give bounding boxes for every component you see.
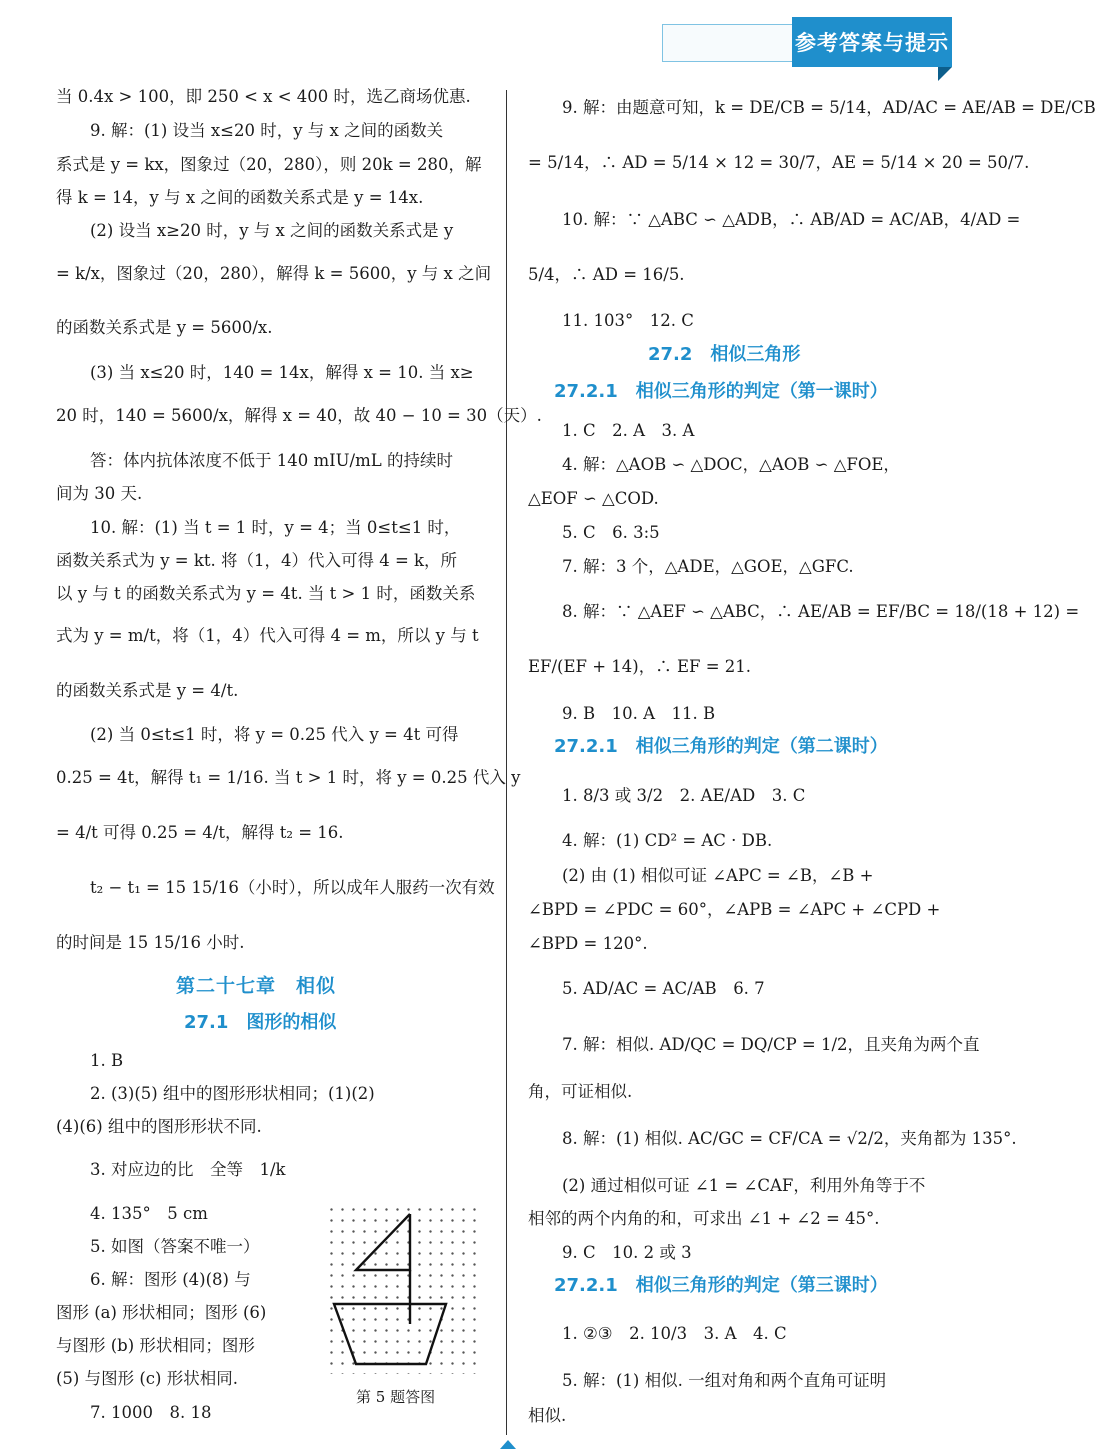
figure-caption: 第 5 题答图 [356,1388,436,1406]
answer-line: 7. 1000 8. 18 [90,1403,212,1422]
answer-line: = k/x，图象过（20，280），解得 k = 5600，y 与 x 之间 [56,264,492,283]
answer-line: 4. 解：(1) CD² = AC · DB. [562,831,773,850]
section-title: 27.1 图形的相似 [184,1012,337,1033]
chapter-title: 第二十七章 相似 [176,975,337,997]
answer-line: 图形 (a) 形状相同；图形 (6) [56,1303,267,1322]
subsection-title: 27.2.1 相似三角形的判定（第二课时） [554,736,888,757]
header-box [662,24,793,62]
page-marker [500,1440,516,1449]
answer-line: = 5/14，∴ AD = 5/14 × 12 = 30/7，AE = 5/14 × 20 = 50/7. [528,153,1030,172]
dot-grid-figure [326,1204,476,1374]
answer-line: 3. 对应边的比 全等 1/k [90,1160,286,1179]
answer-line: 4. 解：△AOB ∽ △DOC，△AOB ∽ △FOE， [562,455,900,474]
subsection-title: 27.2.1 相似三角形的判定（第一课时） [554,381,888,402]
answer-line: 5. 解：(1) 相似. 一组对角和两个直角可证明 [562,1371,887,1390]
answer-line: 9. B 10. A 11. B [562,704,716,723]
answer-line: 角，可证相似. [528,1082,633,1101]
answer-line: 得 k = 14，y 与 x 之间的函数关系式是 y = 14x. [56,188,424,207]
answer-line: = 4/t 可得 0.25 = 4/t，解得 t₂ = 16. [56,823,344,842]
answer-line: 8. 解：(1) 相似. AC/GC = CF/CA = √2/2，夹角都为 135°. [562,1129,1017,1148]
answer-line: 间为 30 天. [56,484,143,503]
answer-line: 相邻的两个内角的和，可求出 ∠1 + ∠2 = 45°. [528,1209,880,1228]
answer-line: 5/4，∴ AD = 16/5. [528,265,685,284]
answer-line: 1. ②③ 2. 10/3 3. A 4. C [562,1324,787,1343]
answer-line: 11. 103° 12. C [562,311,694,330]
figure-shapes [326,1204,476,1374]
answer-line: 6. 解：图形 (4)(8) 与 [90,1270,251,1289]
answer-line: 5. AD/AC = AC/AB 6. 7 [562,979,765,998]
answer-line: 7. 解：3 个，△ADE，△GOE，△GFC. [562,557,854,576]
answer-line: 的函数关系式是 y = 5600/x. [56,318,273,337]
answer-line: EF/(EF + 14)，∴ EF = 21. [528,657,752,676]
section-title: 27.2 相似三角形 [648,344,801,365]
header-tab-fold [938,67,952,81]
header-tab: 参考答案与提示 [792,17,952,67]
answer-line: 4. 135° 5 cm [90,1204,208,1223]
answer-line: 5. C 6. 3:5 [562,523,660,542]
answer-line: 9. 解：(1) 设当 x≤20 时，y 与 x 之间的函数关 [90,121,444,140]
answer-line: 1. C 2. A 3. A [562,421,695,440]
answer-line: (2) 设当 x≥20 时，y 与 x 之间的函数关系式是 y [90,221,454,240]
column-divider [506,90,507,1435]
answer-line: 式为 y = m/t，将（1，4）代入可得 4 = m，所以 y 与 t [56,626,479,645]
answer-line: 的函数关系式是 y = 4/t. [56,681,239,700]
answer-line: 2. (3)(5) 组中的图形形状相同；(1)(2) [90,1084,375,1103]
answer-line: 函数关系式为 y = kt. 将（1，4）代入可得 4 = k，所 [56,551,458,570]
answer-line: ∠BPD = ∠PDC = 60°，∠APB = ∠APC + ∠CPD + [528,900,941,919]
answer-line: (3) 当 x≤20 时，140 = 14x，解得 x = 10. 当 x≥ [90,363,474,382]
answer-line: 9. C 10. 2 或 3 [562,1243,692,1262]
answer-line: t₂ − t₁ = 15 15/16（小时），所以成年人服药一次有效 [90,878,495,897]
answer-line: 8. 解：∵ △AEF ∽ △ABC，∴ AE/AB = EF/BC = 18/(18 + 12) = [562,602,1080,621]
answer-line: 以 y 与 t 的函数关系式为 y = 4t. 当 t > 1 时，函数关系 [56,584,476,603]
answer-line: 9. 解：由题意可知，k = DE/CB = 5/14，AD/AC = AE/AB = DE/CB [562,98,1096,117]
answer-line: 0.25 = 4t，解得 t₁ = 1/16. 当 t > 1 时，将 y = 0.25 代入 y [56,768,521,787]
answer-line: (4)(6) 组中的图形形状不同. [56,1117,262,1136]
answer-line: 10. 解：(1) 当 t = 1 时，y = 4；当 0≤t≤1 时， [90,518,461,537]
answer-line: (5) 与图形 (c) 形状相同. [56,1369,238,1388]
answer-line: 当 0.4x > 100，即 250 < x < 400 时，选乙商场优惠. [56,87,471,106]
answer-line: △EOF ∽ △COD. [528,489,659,508]
answer-line: 5. 如图（答案不唯一） [90,1237,260,1256]
answer-line: 系式是 y = kx，图象过（20，280），则 20k = 280，解 [56,155,482,174]
answer-line: 1. B [90,1051,124,1070]
answer-line: (2) 通过相似可证 ∠1 = ∠CAF，利用外角等于不 [562,1176,926,1195]
answer-line: (2) 当 0≤t≤1 时，将 y = 0.25 代入 y = 4t 可得 [90,725,459,744]
answer-line: 相似. [528,1406,567,1425]
answer-line: 7. 解：相似. AD/QC = DQ/CP = 1/2，且夹角为两个直 [562,1035,980,1054]
answer-line: 与图形 (b) 形状相同；图形 [56,1336,255,1355]
subsection-title: 27.2.1 相似三角形的判定（第三课时） [554,1275,888,1296]
answer-line: (2) 由 (1) 相似可证 ∠APC = ∠B，∠B + [562,866,874,885]
answer-line: 答：体内抗体浓度不低于 140 mIU/mL 的持续时 [90,451,453,470]
answer-line: 1. 8/3 或 3/2 2. AE/AD 3. C [562,786,806,805]
answer-line: ∠BPD = 120°. [528,934,648,953]
answer-line: 10. 解：∵ △ABC ∽ △ADB，∴ AB/AD = AC/AB，4/AD = [562,210,1021,229]
answer-line: 的时间是 15 15/16 小时. [56,933,245,952]
answer-line: 20 时，140 = 5600/x，解得 x = 40，故 40 − 10 = 30（天）. [56,406,542,425]
